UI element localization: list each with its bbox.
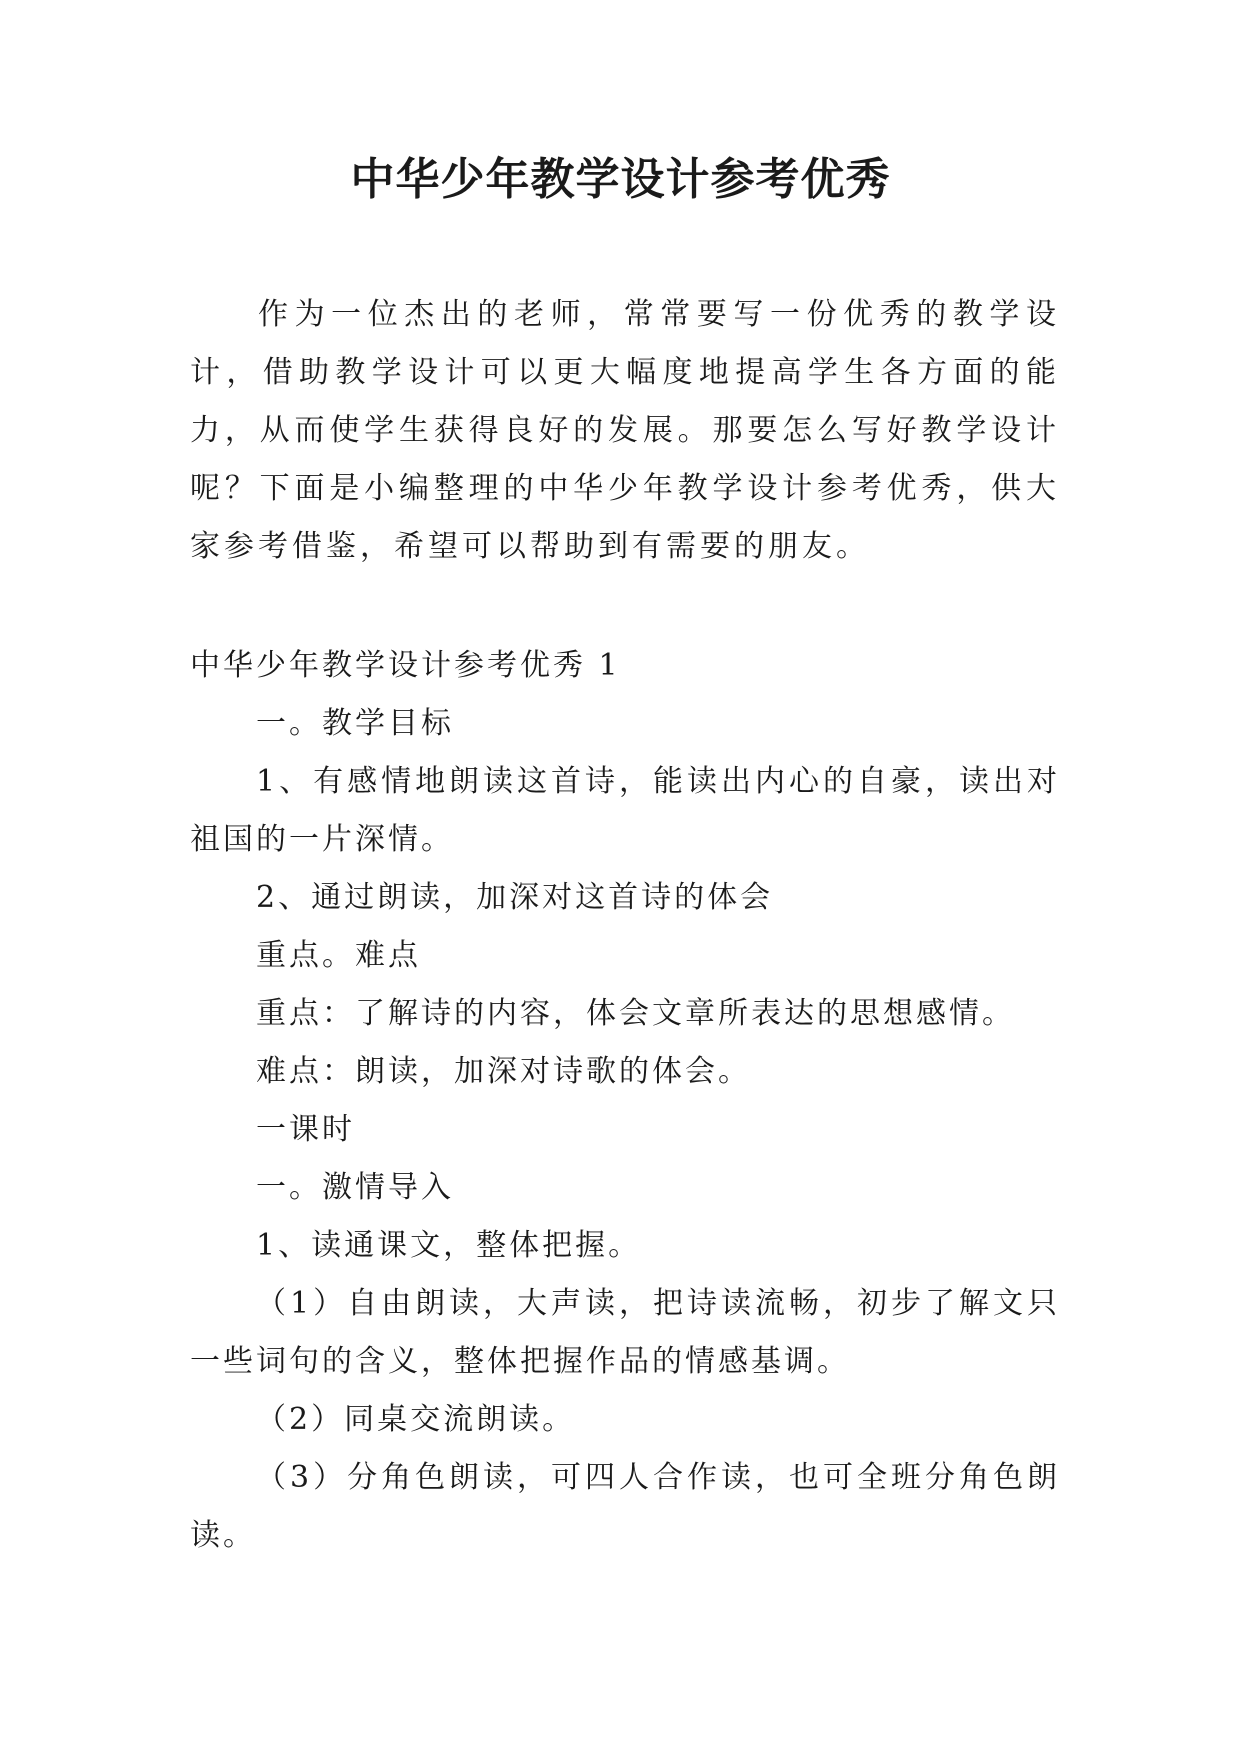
paragraph-step-1-1: （1）自由朗读，大声读，把诗读流畅，初步了解文只一些词句的含义，整体把握作品的情感基调。 [190,1286,1060,1379]
intro-paragraph: 作为一位杰出的老师，常常要写一份优秀的教学设计，借助教学设计可以更大幅度地提高学生各方面的能力，从而使学生获得良好的发展。那要怎么写好教学设计呢？下面是小编整理的中华少年教学设计参考优秀，供大家参考借鉴，希望可以帮助到有需要的朋友。 [190,297,1060,564]
paragraph-difficult-point: 难点：朗读，加深对诗歌的体会。 [256,1054,751,1089]
paragraph-class-hours: 一课时 [256,1112,355,1147]
paragraph-key-point: 重点：了解诗的内容，体会文章所表达的思想感情。 [256,996,1015,1031]
paragraph-step-1-3: （3）分角色朗读，可四人合作读，也可全班分角色朗读。 [190,1460,1060,1553]
document-body [190,637,1060,1565]
paragraph-key-points-heading: 重点。难点 [256,938,421,973]
paragraph-introduction-heading: 一。激情导入 [256,1170,454,1205]
paragraph-teaching-goals: 一。教学目标 [256,706,454,741]
paragraph-step-1-2: （2）同桌交流朗读。 [256,1402,576,1437]
paragraph-goal-2: 2、通过朗读，加深对这首诗的体会 [256,880,774,915]
document-title: 中华少年教学设计参考优秀 [350,154,891,205]
paragraph-goal-1: 1、有感情地朗读这首诗，能读出内心的自豪，读出对祖国的一片深情。 [190,764,1060,857]
paragraph-step-1: 1、读通课文，整体把握。 [256,1228,642,1263]
section-heading: 中华少年教学设计参考优秀 1 [190,648,621,683]
